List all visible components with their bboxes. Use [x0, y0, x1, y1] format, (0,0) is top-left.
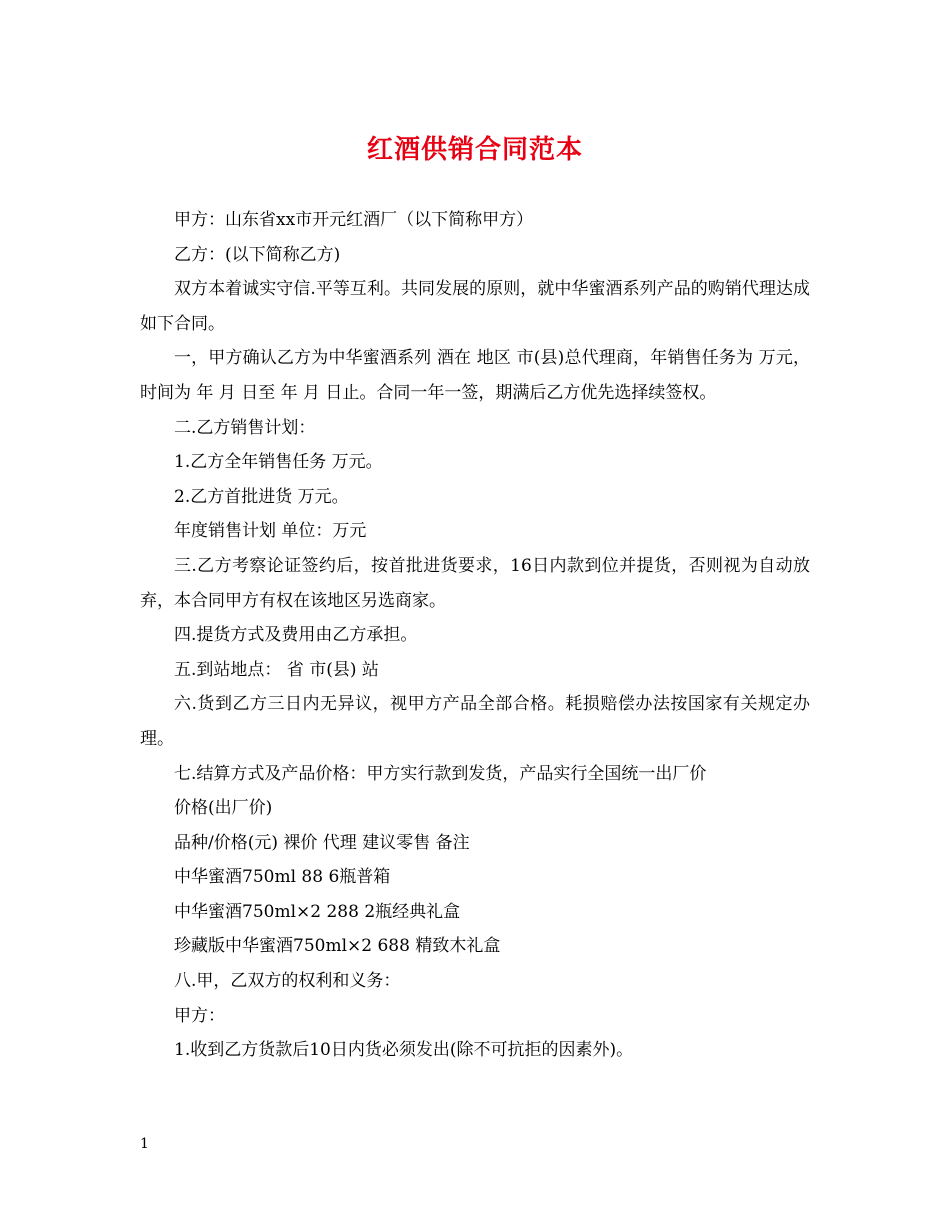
page-number: 1 — [140, 1136, 149, 1152]
paragraph-price-row-3: 珍藏版中华蜜酒750ml×2 688 精致木礼盒 — [174, 936, 501, 957]
paragraph-clause-2-heading: 二.乙方销售计划： — [174, 417, 316, 438]
paragraph-clause-1: 一，甲方确认乙方为中华蜜酒系列 酒在 地区 市(县)总代理商，年销售任务为 万元，时间为 年 月 日至 年 月 日止。合同一年一签，期满后乙方优先选择续签权。 — [140, 348, 810, 403]
paragraph-annual-plan: 年度销售计划 单位：万元 — [174, 521, 367, 542]
document-body — [140, 203, 810, 1068]
paragraph-party-a-duty-1: 1.收到乙方货款后10日内货必须发出(除不可抗拒的因素外)。 — [174, 1040, 634, 1061]
paragraph-clause-8: 八.甲，乙双方的权利和义务： — [174, 971, 401, 992]
paragraph-clause-3: 三.乙方考察论证签约后，按首批进货要求，16日内款到位并提货，否则视为自动放弃，本合同甲方有权在该地区另选商家。 — [140, 555, 810, 611]
paragraph-party-a: 甲方：山东省xx市开元红酒厂（以下简称甲方） — [174, 210, 534, 230]
paragraph-clause-2-item-2: 2.乙方首批进货 万元。 — [174, 486, 349, 507]
paragraph-price-row-2: 中华蜜酒750ml×2 288 2瓶经典礼盒 — [174, 901, 461, 922]
paragraph-clause-4: 四.提货方式及费用由乙方承担。 — [174, 625, 418, 646]
paragraph-clause-6: 六.货到乙方三日内无异议，视甲方产品全部合格。耗损赔偿办法按国家有关规定办理。 — [140, 694, 810, 749]
paragraph-clause-5: 五.到站地点： 省 市(县) 站 — [174, 659, 379, 680]
paragraph-price-header: 品种/价格(元) 裸价 代理 建议零售 备注 — [174, 832, 470, 853]
paragraph-clause-7: 七.结算方式及产品价格：甲方实行款到发货，产品实行全国统一出厂价 — [174, 763, 707, 784]
paragraph-principles: 双方本着诚实守信.平等互利。共同发展的原则，就中华蜜酒系列产品的购销代理达成如下合同。 — [140, 279, 810, 334]
paragraph-party-b: 乙方：(以下简称乙方) — [174, 244, 341, 265]
page-title: 红酒供销合同范本 — [366, 135, 583, 165]
paragraph-party-a-heading: 甲方： — [174, 1005, 225, 1026]
paragraph-clause-2-item-1: 1.乙方全年销售任务 万元。 — [174, 452, 383, 473]
paragraph-price-label: 价格(出厂价) — [174, 798, 273, 819]
paragraph-price-row-1: 中华蜜酒750ml 88 6瓶普箱 — [174, 867, 391, 888]
